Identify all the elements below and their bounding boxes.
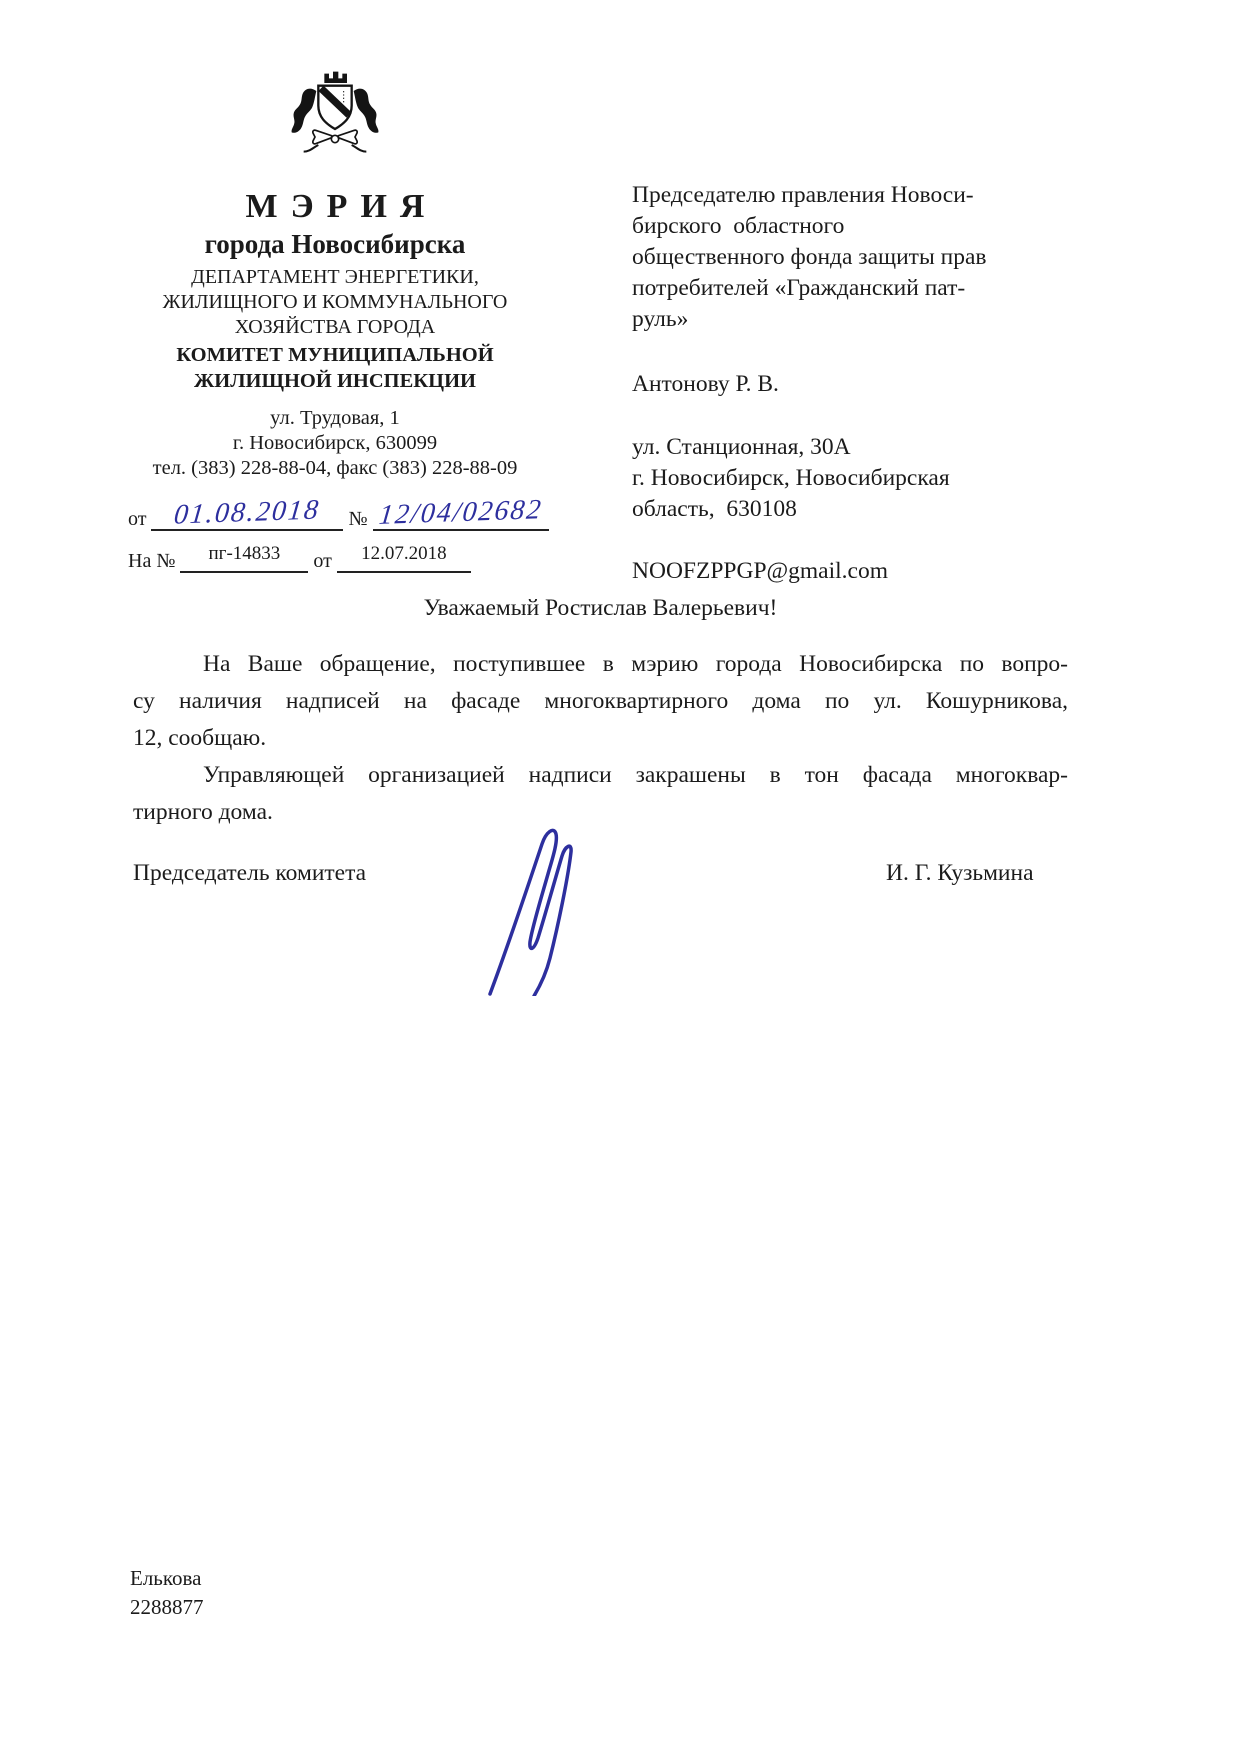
recipient-line: бирского областного xyxy=(632,213,845,239)
recipient-name: Антонову Р. В. xyxy=(632,371,779,397)
handwritten-date: 01.08.2018 xyxy=(172,494,323,531)
incoming-date-field: 12.07.2018 xyxy=(337,543,471,573)
executor-block xyxy=(130,1564,204,1622)
signature-name: И. Г. Кузьмина xyxy=(886,860,1034,886)
recipient-line: общественного фонда защиты прав xyxy=(632,244,987,270)
incoming-number-field: пг-14833 xyxy=(180,543,308,573)
number-label: № xyxy=(348,508,368,530)
department-line: ЖИЛИЩНОГО И КОММУНАЛЬНОГО xyxy=(162,291,508,313)
recipient-line: потребителей «Гражданский пат- xyxy=(632,275,966,301)
outgoing-date-field xyxy=(151,495,343,531)
executor-phone: 2288877 xyxy=(130,1595,204,1619)
committee-line: ЖИЛИЩНОЙ ИНСПЕКЦИИ xyxy=(194,370,476,392)
body-paragraph xyxy=(133,646,1068,757)
recipient-line: руль» xyxy=(632,306,689,332)
body-line: су наличия надписей на фасаде многоквартирного дома по ул. Кошурникова, xyxy=(133,688,1068,714)
salutation: Уважаемый Ростислав Валерьевич! xyxy=(423,595,778,621)
recipient-address-line: ул. Станционная, 30А xyxy=(632,434,851,460)
department-name xyxy=(100,265,570,340)
sender-address-line: ул. Трудовая, 1 xyxy=(270,407,400,429)
sender-address-line: г. Новосибирск, 630099 xyxy=(232,432,438,454)
incoming-ref-row xyxy=(100,543,570,573)
recipient-address-line: г. Новосибирск, Новосибирская xyxy=(632,465,950,491)
signature-position: Председатель комитета xyxy=(133,860,367,886)
from-label: от xyxy=(128,508,147,530)
signature-stroke-icon xyxy=(468,816,628,996)
body-line: Управляющей организацией надписи закрашены в тон фасада многоквар- xyxy=(203,762,1068,788)
committee-name xyxy=(100,342,570,394)
body-line: тирного дома. xyxy=(133,799,273,825)
org-name: МЭРИЯ xyxy=(245,188,438,225)
recipient-address xyxy=(632,432,1132,525)
handwritten-number: 12/04/02682 xyxy=(377,494,544,531)
recipient-address-line: область, 630108 xyxy=(632,496,797,522)
letter-body xyxy=(133,646,1068,831)
department-line: ДЕПАРТАМЕНТ ЭНЕРГЕТИКИ, xyxy=(191,266,479,288)
sender-letterhead xyxy=(100,56,570,573)
body-line: 12, сообщаю. xyxy=(133,725,267,751)
body-line: На Ваше обращение, поступившее в мэрию города Новосибирска по вопро- xyxy=(203,651,1068,677)
reply-to-label: На № xyxy=(128,550,176,572)
outgoing-number-field xyxy=(373,495,549,531)
reply-from-label: от xyxy=(313,550,332,572)
recipient-email: NOOFZPPGP@gmail.com xyxy=(632,558,889,584)
outgoing-ref-row xyxy=(100,495,570,531)
recipient-block xyxy=(632,180,1132,585)
novosibirsk-coat-of-arms-icon xyxy=(285,56,385,174)
department-line: ХОЗЯЙСТВА ГОРОДА xyxy=(234,316,436,338)
executor-name: Елькова xyxy=(130,1566,202,1590)
org-city: города Новосибирска xyxy=(204,229,466,259)
sender-address-line: тел. (383) 228-88-04, факс (383) 228-88-09 xyxy=(152,457,518,479)
committee-line: КОМИТЕТ МУНИЦИПАЛЬНОЙ xyxy=(176,344,494,366)
recipient-line: Председателю правления Новоси- xyxy=(632,182,974,208)
sender-address xyxy=(100,406,570,481)
